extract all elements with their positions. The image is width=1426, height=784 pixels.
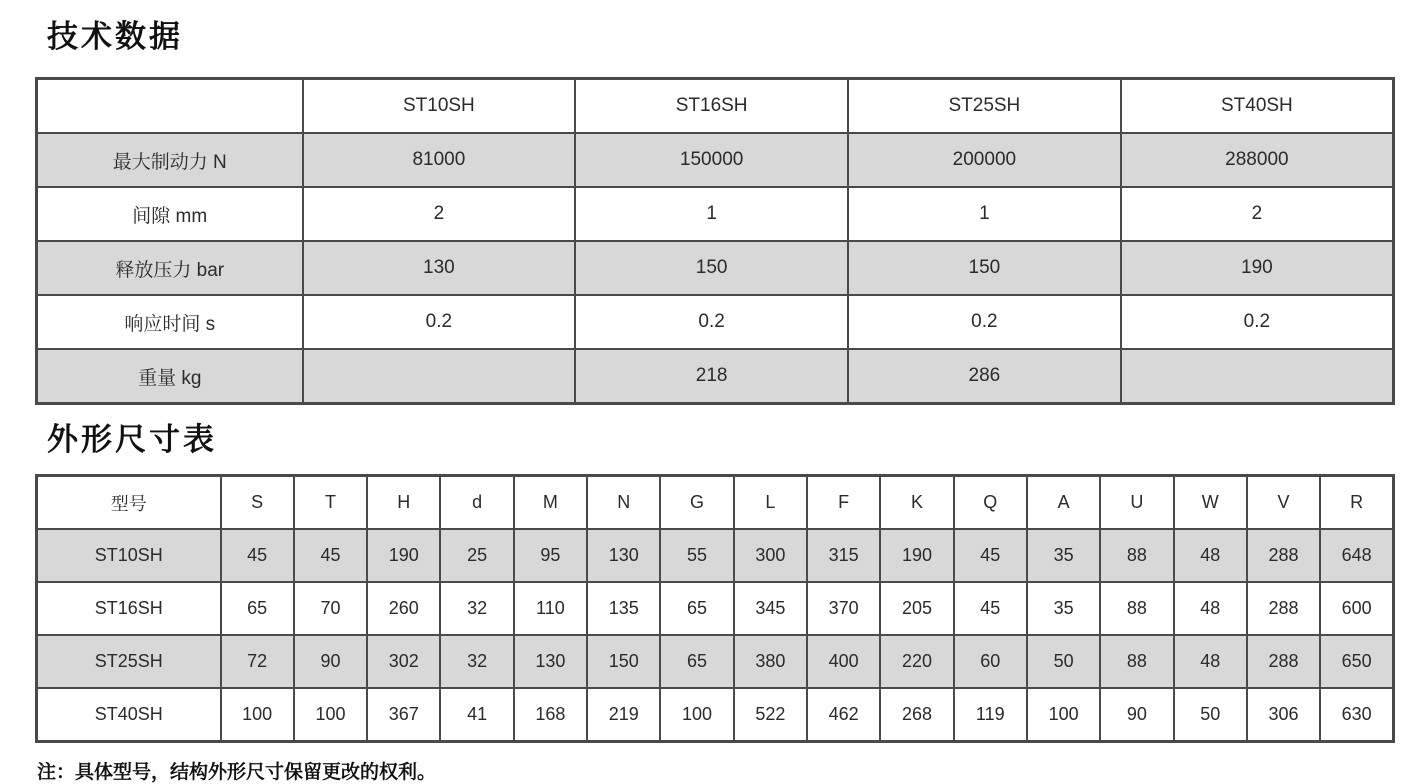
column-header: K xyxy=(880,476,953,530)
table-cell: 65 xyxy=(660,582,733,635)
column-header: M xyxy=(514,476,587,530)
row-label: ST10SH xyxy=(37,529,221,582)
table-cell: 72 xyxy=(221,635,294,688)
table-cell: 315 xyxy=(807,529,880,582)
table-cell: 119 xyxy=(954,688,1027,742)
table-cell: 48 xyxy=(1174,529,1247,582)
table-cell: 0.2 xyxy=(575,295,848,349)
table-cell: 100 xyxy=(660,688,733,742)
column-header: L xyxy=(734,476,807,530)
table-cell: 288 xyxy=(1247,635,1320,688)
column-header: ST40SH xyxy=(1121,79,1394,134)
table-cell: 288000 xyxy=(1121,133,1394,187)
column-header: F xyxy=(807,476,880,530)
table-cell: 88 xyxy=(1100,582,1173,635)
table-cell: 400 xyxy=(807,635,880,688)
row-label: 响应时间 s xyxy=(37,295,303,349)
table-cell: 35 xyxy=(1027,582,1100,635)
table-cell: 462 xyxy=(807,688,880,742)
table-row xyxy=(37,688,1394,742)
table-cell: 190 xyxy=(367,529,440,582)
table-cell: 45 xyxy=(954,582,1027,635)
row-label: 释放压力 bar xyxy=(37,241,303,295)
table-cell: 90 xyxy=(294,635,367,688)
row-label: 最大制动力 N xyxy=(37,133,303,187)
table-cell: 48 xyxy=(1174,582,1247,635)
table-cell: 286 xyxy=(848,349,1121,404)
table-cell: 100 xyxy=(1027,688,1100,742)
table-cell: 1 xyxy=(848,187,1121,241)
column-header: d xyxy=(440,476,513,530)
table-cell: 345 xyxy=(734,582,807,635)
table-cell: 200000 xyxy=(848,133,1121,187)
table-cell: 88 xyxy=(1100,529,1173,582)
dimensions-table xyxy=(35,474,1395,743)
column-header: V xyxy=(1247,476,1320,530)
table-cell: 2 xyxy=(1121,187,1394,241)
table-cell: 260 xyxy=(367,582,440,635)
table-row xyxy=(37,295,1394,349)
table-cell: 41 xyxy=(440,688,513,742)
table-cell: 367 xyxy=(367,688,440,742)
table-cell: 218 xyxy=(575,349,848,404)
table-cell: 630 xyxy=(1320,688,1393,742)
column-header: ST10SH xyxy=(303,79,576,134)
table-cell: 522 xyxy=(734,688,807,742)
table-cell: 130 xyxy=(303,241,576,295)
header-row xyxy=(37,79,1394,134)
footnote: 注：具体型号，结构外形尺寸保留更改的权利。 xyxy=(37,762,437,784)
table-cell: 268 xyxy=(880,688,953,742)
tech-data-section-title: 技术数据 xyxy=(47,19,183,54)
table-cell: 150000 xyxy=(575,133,848,187)
table-cell: 2 xyxy=(303,187,576,241)
table-cell: 135 xyxy=(587,582,660,635)
table-cell: 65 xyxy=(660,635,733,688)
table-cell: 50 xyxy=(1027,635,1100,688)
table-row xyxy=(37,187,1394,241)
column-header xyxy=(37,79,303,134)
table-cell: 55 xyxy=(660,529,733,582)
table-cell: 25 xyxy=(440,529,513,582)
table-cell: 370 xyxy=(807,582,880,635)
row-label: ST40SH xyxy=(37,688,221,742)
table-cell: 48 xyxy=(1174,635,1247,688)
table-cell: 70 xyxy=(294,582,367,635)
table-cell: 110 xyxy=(514,582,587,635)
table-cell: 45 xyxy=(294,529,367,582)
table-cell: 306 xyxy=(1247,688,1320,742)
table-cell: 45 xyxy=(221,529,294,582)
table-row xyxy=(37,635,1394,688)
table-cell: 648 xyxy=(1320,529,1393,582)
table-cell: 288 xyxy=(1247,582,1320,635)
table-cell: 150 xyxy=(848,241,1121,295)
table-cell: 35 xyxy=(1027,529,1100,582)
table-cell: 60 xyxy=(954,635,1027,688)
table-cell: 130 xyxy=(514,635,587,688)
table-cell: 302 xyxy=(367,635,440,688)
column-header: R xyxy=(1320,476,1393,530)
column-header: S xyxy=(221,476,294,530)
table-cell: 32 xyxy=(440,635,513,688)
table-cell: 150 xyxy=(587,635,660,688)
table-cell: 168 xyxy=(514,688,587,742)
column-header: N xyxy=(587,476,660,530)
row-label: ST16SH xyxy=(37,582,221,635)
column-header: W xyxy=(1174,476,1247,530)
table-cell: 300 xyxy=(734,529,807,582)
table-cell: 0.2 xyxy=(303,295,576,349)
row-label: 间隙 mm xyxy=(37,187,303,241)
table-cell xyxy=(1121,349,1394,404)
table-cell: 65 xyxy=(221,582,294,635)
table-cell: 150 xyxy=(575,241,848,295)
column-header: ST16SH xyxy=(575,79,848,134)
row-label: 重量 kg xyxy=(37,349,303,404)
column-header: T xyxy=(294,476,367,530)
table-row xyxy=(37,582,1394,635)
column-header: A xyxy=(1027,476,1100,530)
table-cell: 45 xyxy=(954,529,1027,582)
table-cell: 0.2 xyxy=(1121,295,1394,349)
table-cell: 219 xyxy=(587,688,660,742)
table-cell: 100 xyxy=(294,688,367,742)
table-cell: 190 xyxy=(1121,241,1394,295)
table-cell: 0.2 xyxy=(848,295,1121,349)
table-cell: 100 xyxy=(221,688,294,742)
column-header: Q xyxy=(954,476,1027,530)
table-row xyxy=(37,529,1394,582)
table-row xyxy=(37,133,1394,187)
table-cell: 1 xyxy=(575,187,848,241)
column-header: ST25SH xyxy=(848,79,1121,134)
column-header: 型号 xyxy=(37,476,221,530)
tech-data-table xyxy=(35,77,1395,405)
table-cell: 380 xyxy=(734,635,807,688)
column-header: U xyxy=(1100,476,1173,530)
table-cell: 220 xyxy=(880,635,953,688)
table-row xyxy=(37,349,1394,404)
table-cell: 32 xyxy=(440,582,513,635)
table-cell: 88 xyxy=(1100,635,1173,688)
table-row xyxy=(37,241,1394,295)
table-cell: 81000 xyxy=(303,133,576,187)
table-cell: 130 xyxy=(587,529,660,582)
column-header: G xyxy=(660,476,733,530)
table-cell: 190 xyxy=(880,529,953,582)
table-cell: 90 xyxy=(1100,688,1173,742)
dimensions-section-title: 外形尺寸表 xyxy=(47,422,217,458)
table-cell: 288 xyxy=(1247,529,1320,582)
table-cell: 600 xyxy=(1320,582,1393,635)
table-cell: 95 xyxy=(514,529,587,582)
table-cell: 650 xyxy=(1320,635,1393,688)
column-header: H xyxy=(367,476,440,530)
table-cell: 50 xyxy=(1174,688,1247,742)
table-cell xyxy=(303,349,576,404)
header-row xyxy=(37,476,1394,530)
row-label: ST25SH xyxy=(37,635,221,688)
table-cell: 205 xyxy=(880,582,953,635)
